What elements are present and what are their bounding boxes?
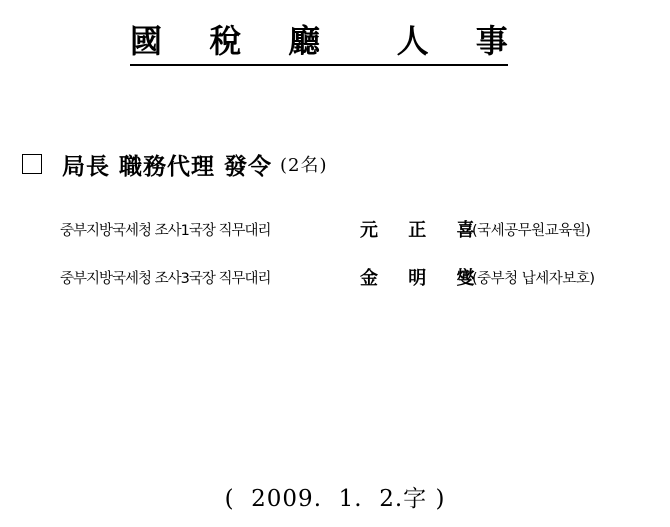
- checkbox-icon: [22, 154, 42, 174]
- appointment-row: [60, 264, 594, 290]
- appointment-row: [60, 216, 590, 242]
- heading-text: 局長 職務代理 發令: [62, 152, 273, 180]
- issue-date: ( 2009. 1. 2.字 ): [224, 486, 446, 512]
- previous-post: (중부청 납세자보호): [472, 270, 595, 287]
- appointee-name: 金 明 燮: [360, 268, 487, 289]
- appointment-position: 중부지방국세청 조사3국장 직무대리: [60, 270, 271, 287]
- appointment-position: 중부지방국세청 조사1국장 직무대리: [60, 222, 271, 239]
- page-title: 國 稅 廳 人 事: [130, 22, 526, 60]
- heading-count: (2名): [280, 155, 328, 176]
- previous-post: (국세공무원교육원): [472, 222, 591, 239]
- section-heading: [22, 146, 328, 182]
- appointee-name: 元 正 喜: [360, 220, 487, 241]
- title-block: [130, 8, 526, 66]
